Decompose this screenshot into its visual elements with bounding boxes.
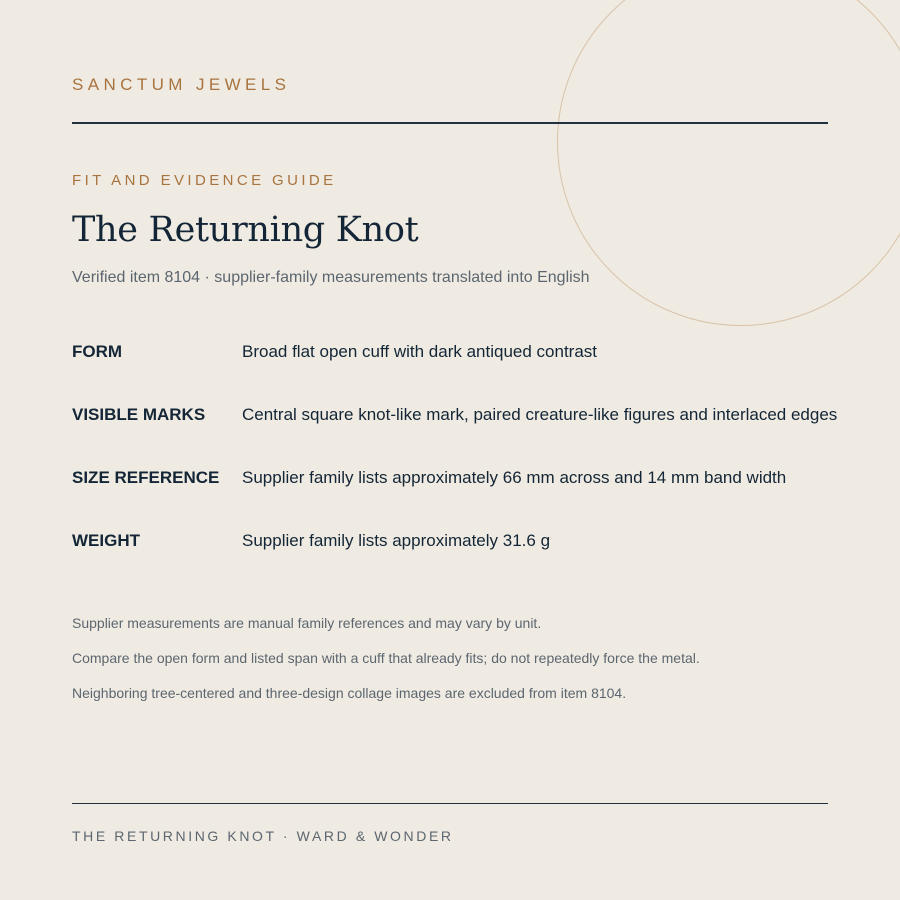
header-divider (72, 122, 828, 124)
footer-divider (72, 803, 828, 804)
spec-value: Broad flat open cuff with dark antiqued contrast (242, 342, 598, 361)
spec-row-size-reference (72, 468, 828, 492)
section-eyebrow: FIT AND EVIDENCE GUIDE (72, 172, 337, 189)
note-fit-comparison: Compare the open form and listed span with a cuff that already fits; do not repeatedly force the metal. (72, 650, 700, 666)
spec-row-visible-marks (72, 405, 838, 429)
footer-text: THE RETURNING KNOT · WARD & WONDER (72, 828, 454, 844)
decorative-circle (557, 0, 900, 326)
spec-label: WEIGHT (72, 531, 140, 550)
spec-label: SIZE REFERENCE (72, 468, 220, 487)
page-title: The Returning Knot (72, 210, 419, 250)
spec-label: VISIBLE MARKS (72, 405, 206, 424)
note-measurements: Supplier measurements are manual family references and may vary by unit. (72, 615, 542, 631)
spec-row-form (72, 342, 828, 366)
page-subtitle: Verified item 8104 · supplier-family measurements translated into English (72, 269, 590, 286)
spec-label: FORM (72, 342, 123, 361)
note-exclusions: Neighboring tree-centered and three-design collage images are excluded from item 8104. (72, 685, 627, 701)
spec-row-weight (72, 531, 828, 555)
brand-name: SANCTUM JEWELS (72, 75, 291, 94)
spec-value: Supplier family lists approximately 66 mm across and 14 mm band width (242, 468, 787, 487)
spec-value: Supplier family lists approximately 31.6 g (242, 531, 551, 550)
spec-value: Central square knot-like mark, paired creature-like figures and interlaced edges (242, 405, 838, 424)
